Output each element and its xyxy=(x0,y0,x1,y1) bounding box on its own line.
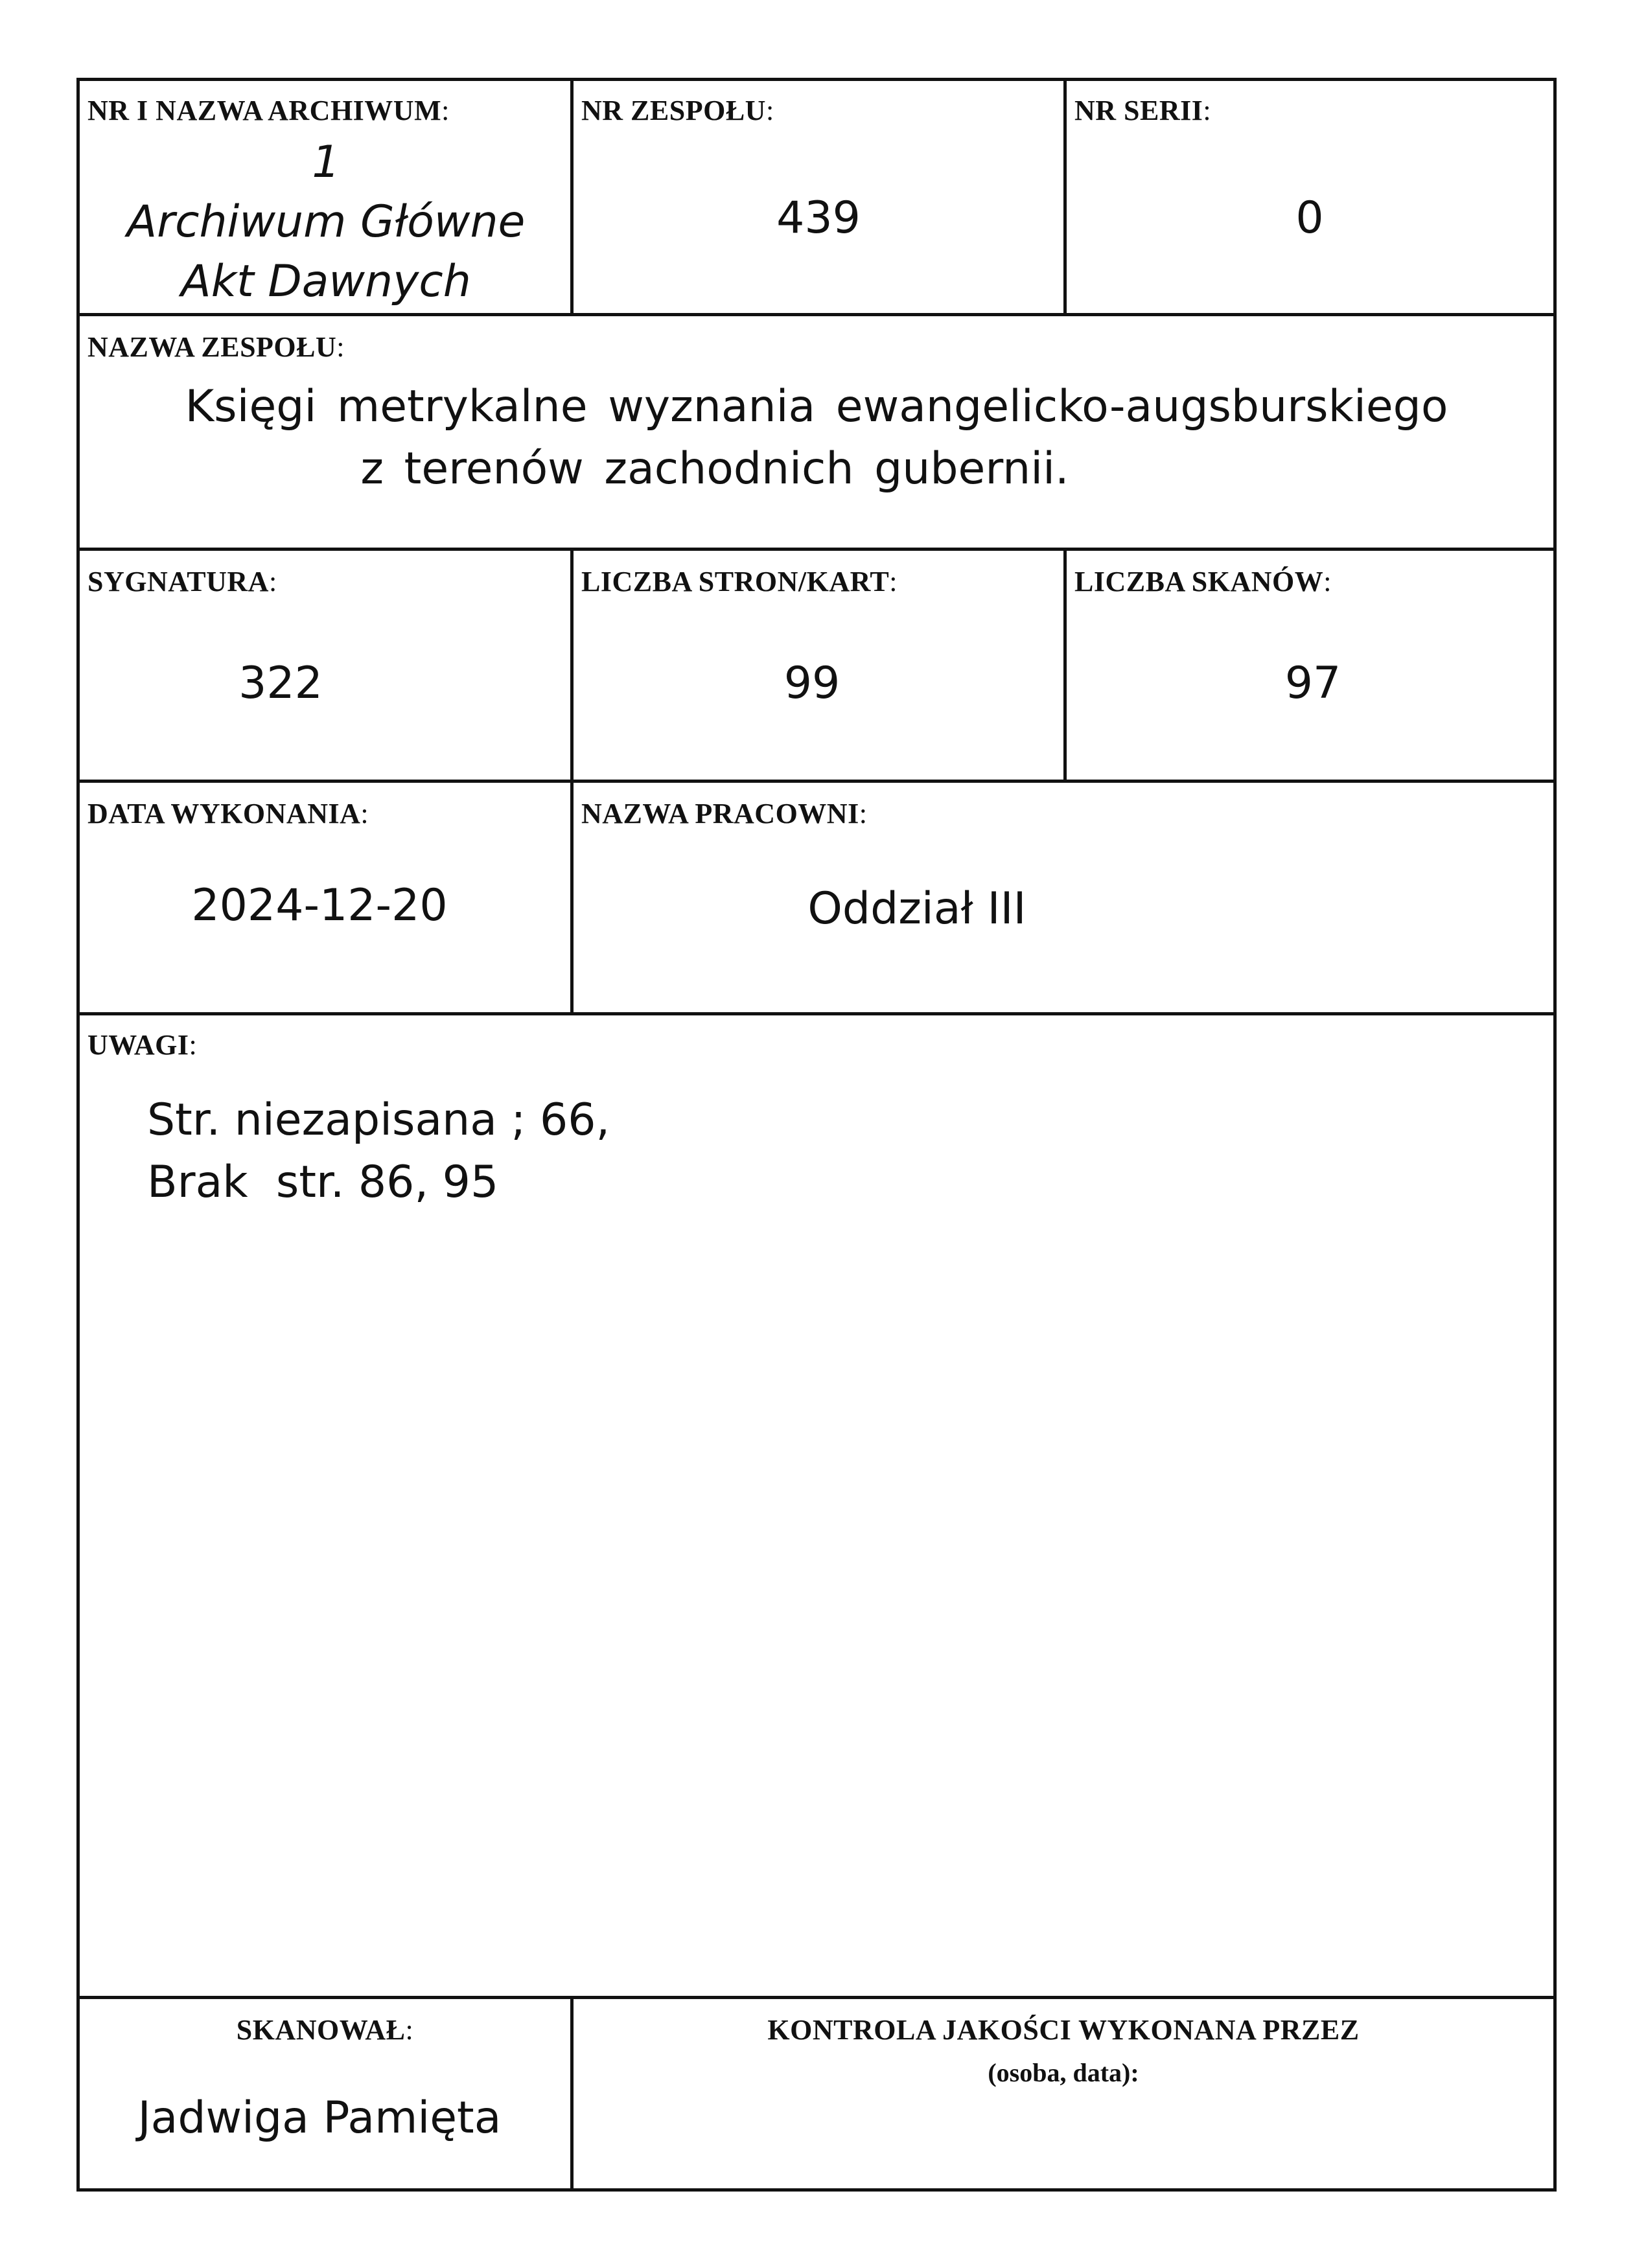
series-number-cell xyxy=(1067,81,1553,313)
workshop-cell xyxy=(574,783,1553,1012)
scan-count-value: 97 xyxy=(1284,658,1341,709)
scanned-by-label: SKANOWAŁ: xyxy=(236,2014,414,2046)
series-number-label: NR SERII: xyxy=(1074,95,1212,126)
date-done-cell xyxy=(80,783,570,1012)
fond-name-cell xyxy=(80,316,1553,548)
archive-name-line2: Akt Dawnych xyxy=(181,256,471,307)
archive-label: NR I NAZWA ARCHIWUM: xyxy=(87,95,450,126)
signature-label: SYGNATURA: xyxy=(87,566,277,597)
metadata-form xyxy=(76,78,1557,2192)
quality-control-label: KONTROLA JAKOŚCI WYKONANA PRZEZ xyxy=(767,2014,1360,2046)
signature-cell xyxy=(80,551,570,780)
quality-control-sublabel: (osoba, data): xyxy=(988,2058,1139,2087)
archive-number: 1 xyxy=(312,137,340,188)
scanned-by-cell xyxy=(80,1999,570,2192)
fond-name-label: NAZWA ZESPOŁU: xyxy=(87,331,345,363)
scan-count-cell xyxy=(1067,551,1553,780)
date-done-label: DATA WYKONANIA: xyxy=(87,798,369,829)
workshop-label: NAZWA PRACOWNI: xyxy=(581,798,868,829)
scanned-by-value: Jadwiga Pamięta xyxy=(137,2092,502,2144)
date-done-value: 2024-12-20 xyxy=(191,880,448,931)
fond-name-line1: Księgi metrykalne wyznania ewangelicko-augsburskiego xyxy=(185,381,1448,432)
fond-number-value: 439 xyxy=(776,192,861,244)
page-count-cell xyxy=(574,551,1063,780)
notes-line1: Str. niezapisana ; 66, xyxy=(147,1094,610,1146)
signature-value: 322 xyxy=(238,658,323,709)
page-count-value: 99 xyxy=(783,658,841,709)
archive-name-line1: Archiwum Główne xyxy=(126,196,526,248)
notes-label: UWAGI: xyxy=(87,1029,198,1061)
quality-control-cell xyxy=(574,1999,1553,2192)
fond-number-cell xyxy=(574,81,1063,313)
scan-count-label: LICZBA SKANÓW: xyxy=(1074,566,1332,597)
series-number-value: 0 xyxy=(1295,192,1324,244)
workshop-value: Oddział III xyxy=(807,883,1026,934)
fond-name-line2: z terenów zachodnich gubernii. xyxy=(360,443,1069,494)
archive-cell xyxy=(80,81,570,313)
fond-number-label: NR ZESPOŁU: xyxy=(581,95,774,126)
page-count-label: LICZBA STRON/KART: xyxy=(581,566,898,597)
notes-line2: Brak str. 86, 95 xyxy=(147,1157,499,1208)
notes-cell xyxy=(80,1015,1553,1996)
